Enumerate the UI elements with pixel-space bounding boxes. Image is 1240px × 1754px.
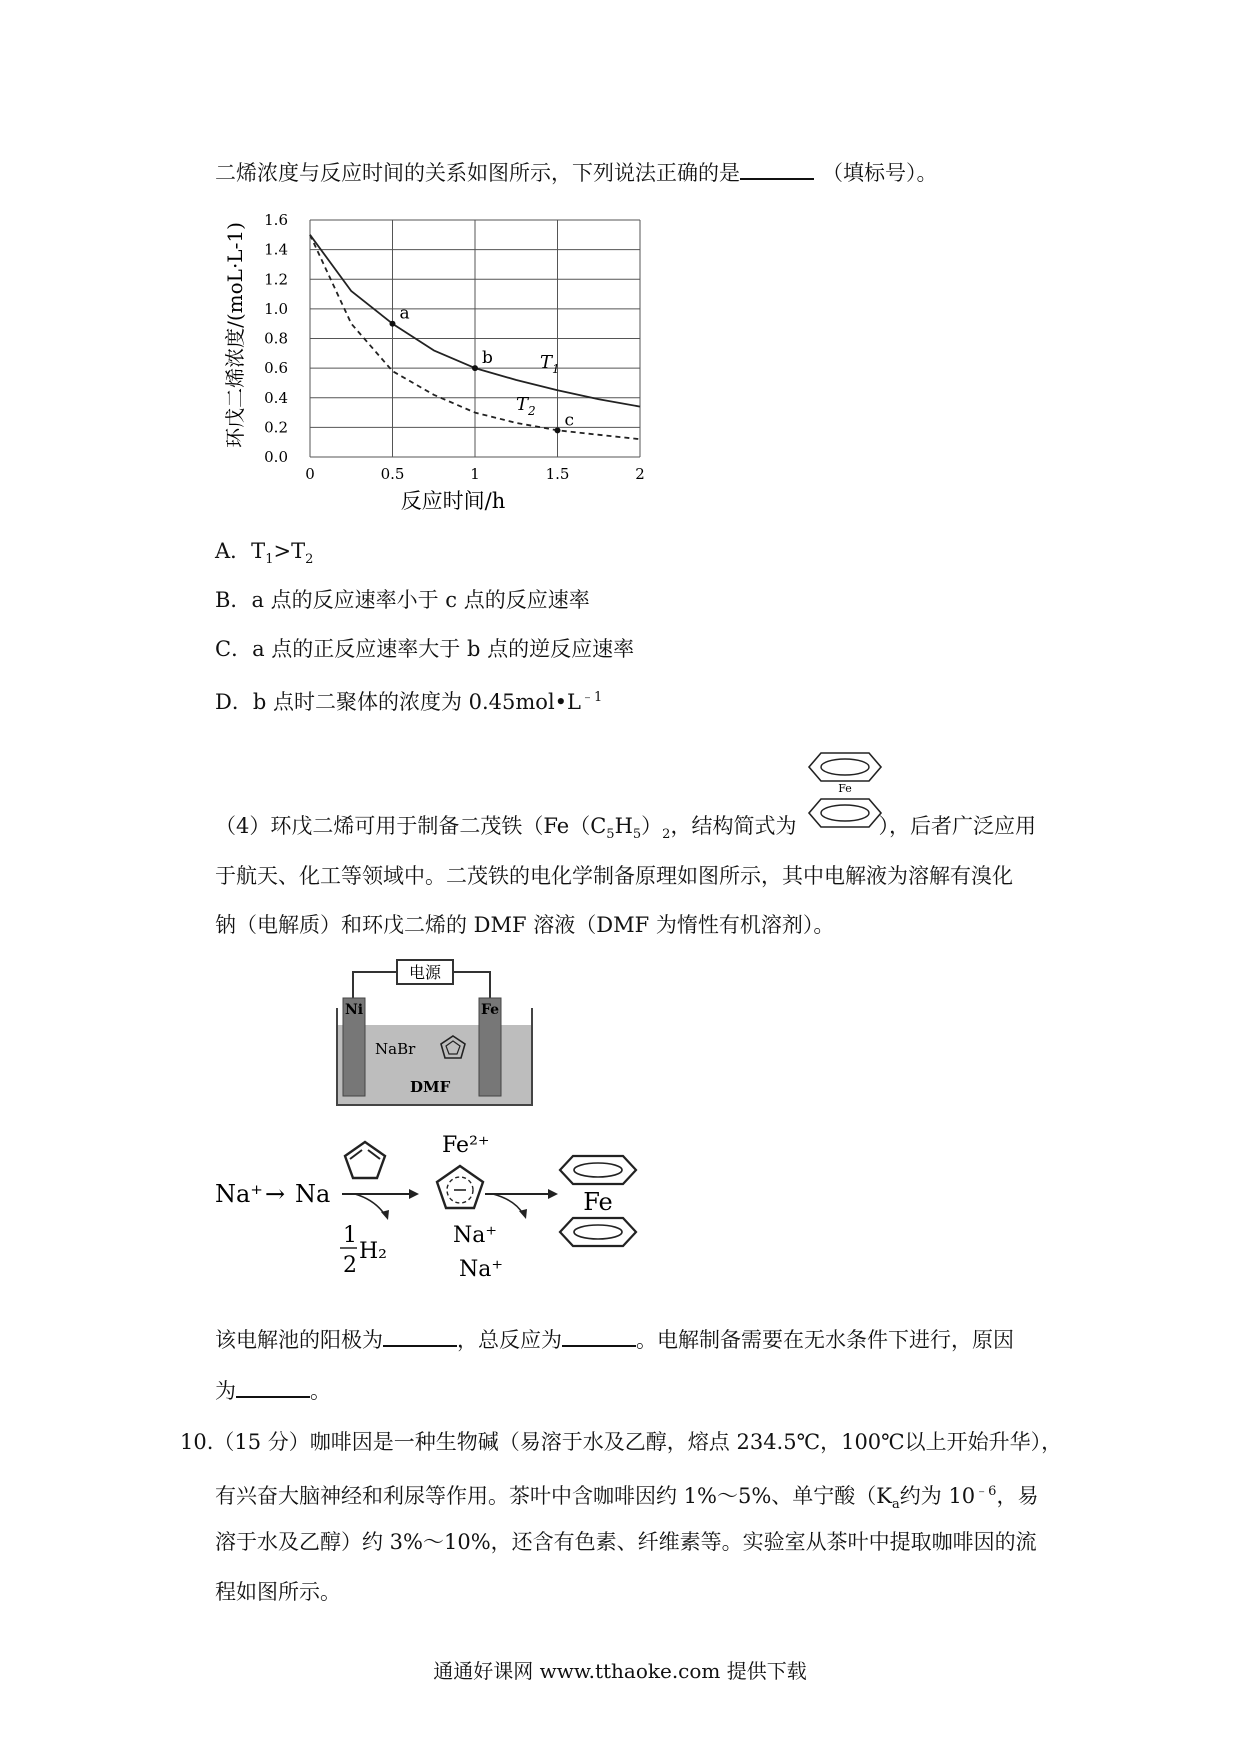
option-c xyxy=(215,635,634,663)
x-axis-label: 反应时间/h xyxy=(400,489,506,513)
cp-anion-icon xyxy=(437,1166,483,1208)
ferrocene-product-icon xyxy=(560,1156,636,1184)
q10-line2 xyxy=(215,1478,1038,1519)
y-tick-label: 1.4 xyxy=(264,240,288,259)
part4-text-b: H xyxy=(614,814,633,838)
na-byproduct: Na⁺ xyxy=(459,1257,503,1280)
answer-text-a: 该电解池的阳极为 xyxy=(215,1328,383,1352)
option-a xyxy=(215,537,313,574)
q10-line3: 溶于水及乙醇）约 3%～10%，还含有色素、纤维素等。实验室从茶叶中提取咖啡因的流 xyxy=(215,1530,1037,1554)
answer-text-d: 为 xyxy=(215,1379,236,1403)
y-tick-label: 0.8 xyxy=(264,329,288,348)
option-b-text: a 点的反应速率小于 c 点的反应速率 xyxy=(251,588,590,612)
x-tick-label: 1.5 xyxy=(545,465,570,483)
answer-line xyxy=(215,1325,1014,1354)
intro-text-end: （填标号）。 xyxy=(822,161,938,185)
point-b xyxy=(472,365,478,371)
concentration-chart xyxy=(210,195,670,515)
part4-line2: 于航天、化工等领域中。二茂铁的电化学制备原理如图所示，其中电解液为溶解有溴化 xyxy=(215,864,1013,888)
option-a-t: T xyxy=(251,539,266,563)
q10-line4: 程如图所示。 xyxy=(215,1580,341,1604)
intro-text: 二烯浓度与反应时间的关系如图所示，下列说法正确的是 xyxy=(215,161,740,185)
point-label-a: a xyxy=(399,303,410,324)
part4-line3: 钠（电解质）和环戊二烯的 DMF 溶液（DMF 为惰性有机溶剂）。 xyxy=(215,913,835,937)
x-tick-label: 0.5 xyxy=(380,465,405,483)
part4-text-e: ），后者广泛应用 xyxy=(878,814,1036,838)
ferrocene-structure xyxy=(805,745,885,835)
part4-text-c: ） xyxy=(641,814,663,838)
power-label: 电源 xyxy=(408,963,442,982)
y-tick-label: 0.6 xyxy=(264,359,288,378)
cp-reagent-icon xyxy=(345,1142,385,1178)
part4-sub2: 5 xyxy=(632,827,642,843)
option-d-sup: ﹣1 xyxy=(581,690,603,705)
option-b xyxy=(215,586,590,614)
q10-sub-a: a xyxy=(892,1497,900,1513)
point-c xyxy=(555,427,561,433)
ni-label: Ni xyxy=(345,1002,364,1018)
option-d xyxy=(215,684,602,716)
option-b-letter: B． xyxy=(215,588,252,612)
dmf-label: DMF xyxy=(410,1078,451,1096)
chart-grid xyxy=(310,220,640,457)
series-label-t2: $T_2$ xyxy=(516,394,536,418)
x-tick-label: 2 xyxy=(635,465,645,483)
option-c-text: a 点的正反应速率大于 b 点的逆反应速率 xyxy=(252,637,635,661)
y-tick-label: 1.2 xyxy=(264,270,288,289)
chart-ticks xyxy=(264,211,645,483)
fe-label: Fe xyxy=(481,1002,500,1018)
answer-text-c: 。电解制备需要在无水条件下进行，原因 xyxy=(636,1328,1014,1352)
part4-text-d: ，结构简式为 xyxy=(670,814,797,838)
option-d-text: b 点时二聚体的浓度为 0.45mol•L xyxy=(252,690,581,714)
na-plus: Na⁺ xyxy=(215,1180,263,1208)
point-label-c: c xyxy=(564,410,575,431)
reaction-scheme xyxy=(215,1130,645,1280)
option-a-sub2: 2 xyxy=(305,552,314,568)
y-tick-label: 1.6 xyxy=(264,211,288,229)
electrolysis-cell-diagram xyxy=(335,950,545,1110)
part4-sub1: 5 xyxy=(606,827,615,843)
question-intro xyxy=(215,158,938,187)
h2-gas: H₂ xyxy=(359,1239,388,1264)
y-tick-label: 0.4 xyxy=(264,388,288,407)
answer-text-e: 。 xyxy=(310,1379,331,1403)
nabr-label: NaBr xyxy=(375,1040,416,1058)
fe2-plus: Fe²⁺ xyxy=(442,1133,490,1158)
q10-sup: ﹣6 xyxy=(975,1484,997,1499)
x-tick-label: 0 xyxy=(305,465,315,483)
part4-text-a: （4）环戊二烯可用于制备二茂铁（Fe（C xyxy=(215,814,607,838)
answer-text-b: ，总反应为 xyxy=(457,1328,562,1352)
y-tick-label: 0.2 xyxy=(264,418,288,437)
reason-blank[interactable] xyxy=(236,1376,310,1398)
y-tick-label: 1.0 xyxy=(264,299,288,318)
h2-denominator: 2 xyxy=(343,1253,357,1278)
answer-line-2 xyxy=(215,1376,331,1405)
h2-numerator: 1 xyxy=(343,1223,357,1248)
series-label-t1: $T_1$ xyxy=(540,352,560,376)
part4-line1 xyxy=(215,812,1036,849)
anion-counterion: Na⁺ xyxy=(453,1223,497,1248)
option-c-letter: C． xyxy=(215,637,253,661)
ferrocene-product-fe: Fe xyxy=(583,1188,613,1216)
option-a-letter: A． xyxy=(215,539,252,563)
na-metal: Na xyxy=(295,1180,331,1208)
y-axis-label: 环戊二烯浓度/(moL·L-1) xyxy=(223,222,247,448)
answer-blank[interactable] xyxy=(740,158,814,180)
x-tick-label: 1 xyxy=(470,465,480,483)
option-d-letter: D． xyxy=(215,690,253,714)
y-tick-label: 0.0 xyxy=(264,448,288,466)
page-footer: 通通好课网 www.tthaoke.com 提供下载 xyxy=(433,1659,807,1683)
q10-text-b: 约为 10 xyxy=(899,1484,976,1508)
q10-text-a: 有兴奋大脑神经和利尿等作用。茶叶中含咖啡因约 1%～5%、单宁酸（K xyxy=(215,1484,892,1508)
anode-blank[interactable] xyxy=(383,1325,457,1347)
ferrocene-fe-label: Fe xyxy=(838,782,852,795)
scheme-arrow: → xyxy=(265,1180,286,1208)
total-reaction-blank[interactable] xyxy=(562,1325,636,1347)
point-a xyxy=(390,321,396,327)
point-label-b: b xyxy=(482,348,493,369)
option-a-gt: >T xyxy=(273,539,306,563)
option-a-sub1: 1 xyxy=(265,552,274,568)
q10-line1: 10.（15 分）咖啡因是一种生物碱（易溶于水及乙醇，熔点 234.5℃，100℃以上开始升华）， xyxy=(180,1430,1063,1454)
q10-text-c: ，易 xyxy=(996,1484,1039,1508)
part4-sub3: 2 xyxy=(662,827,671,843)
